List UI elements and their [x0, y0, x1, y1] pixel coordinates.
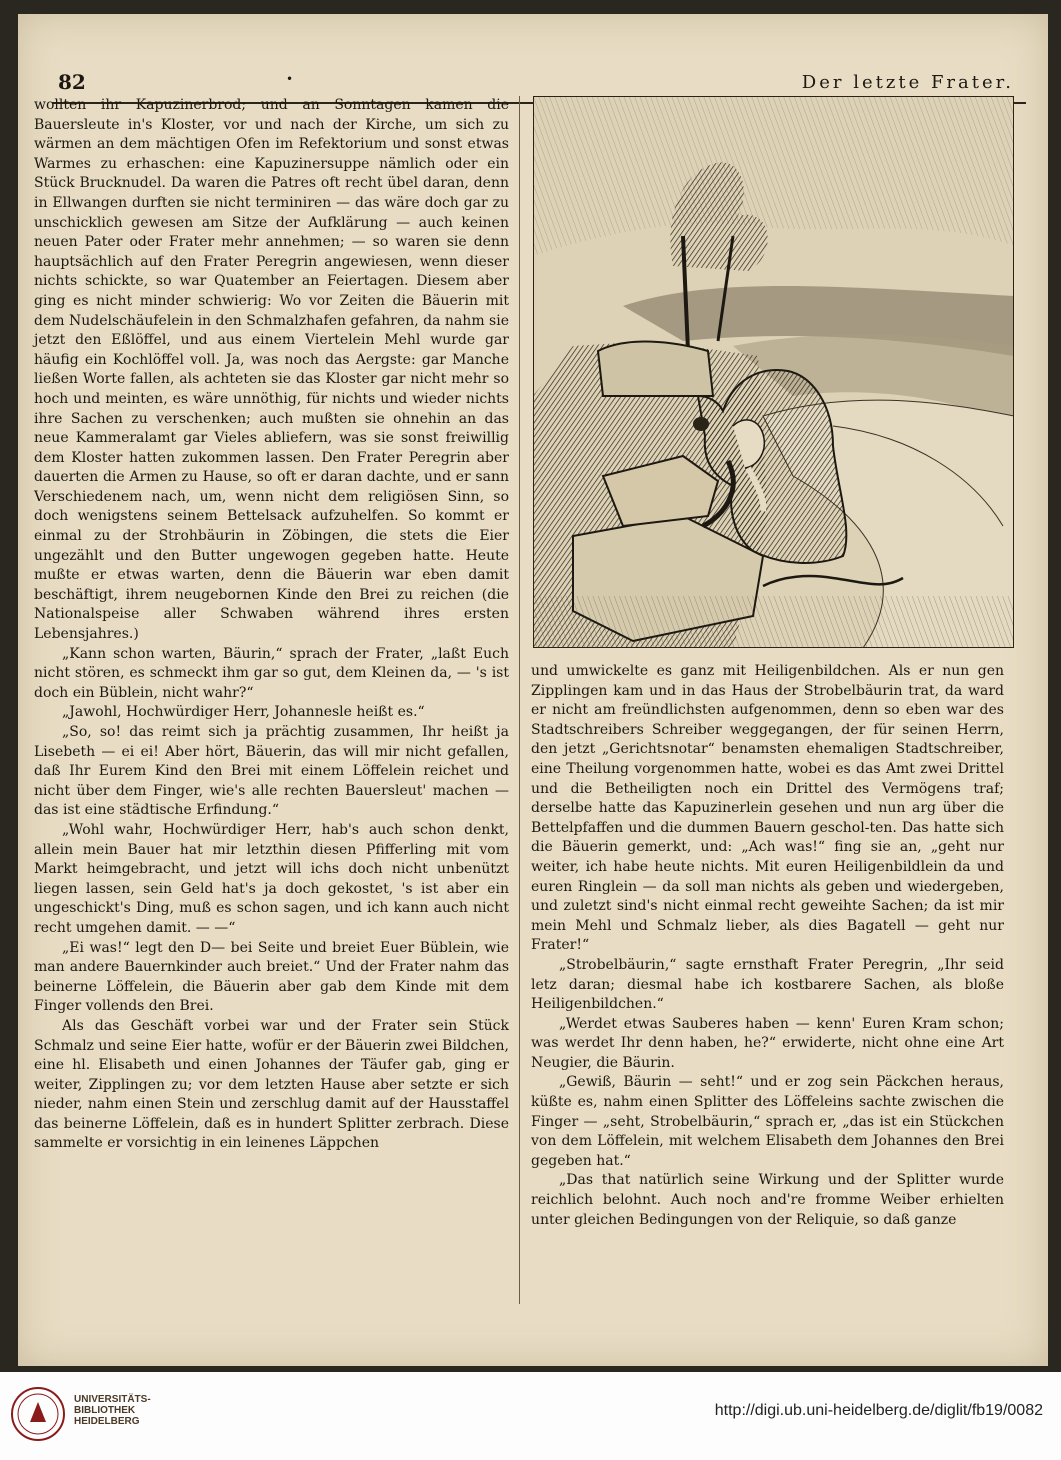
library-line: UNIVERSITÄTS- [74, 1394, 151, 1405]
paragraph: und umwickelte es ganz mit Heiligenbildchen. Als er nun gen Zipplingen kam und in das Haus der Strobelbäurin trat, da ward er nicht am freündlichsten aufgenommen, denn so eben war des Stadtschreibers Schreiber weggegangen, der für seinen Herrn, den jetzt „Gerichtsnotar“ benamsten ehemaligen Stadtschreiber, eine Theilung vorgenommen hatte, wobei es das Amt zwei Drittel und die Betheiligten noch ein Drittel des Vermögens traf; derselbe hatte das Kapuzinerlein gesehen und nun arg über die Bettelpfaffen und die dummen Bauern geschol-ten. Das hatte sich die Bäuerin gemerkt, und: „Ach was!“ fing sie an, „geht nur weiter, ich habe heute nichts. Mit euren Heiligenbildlein da und euren Ringlein — da soll man nichts als geben und wiedergeben, und zuletzt sind's nicht einmal recht geweihte Sachen; da ist mir mein Mehl und Schmalz lieber, als dies Bagatell — geht nur Frater!“ [531, 663, 1004, 954]
library-name [74, 1394, 151, 1427]
paragraph: „Strobelbäurin,“ sagte ernsthaft Frater Peregrin, „Ihr seid letz daran; diesmal habe ich kostbarere Sachen, als bloße Heiligenbildchen.“ [531, 956, 1004, 1013]
left-column [34, 96, 509, 1154]
digitization-footer [0, 1372, 1061, 1460]
paragraph: wollten ihr Kapuzinerbrod; und an Sonntagen kamen die Bauersleute in's Kloster, vor und nach der Kirche, um sich zu wärmen an dem mächtigen Ofen im Refektorium und sonst etwas Warmes zu erhaschen: eine Kapuzinersuppe nämlich oder ein Stück Brucknudel. Da waren die Patres oft recht übel daran, denn in Ellwangen durften sie nicht terminiren — das wäre doch gar zu unschicklich gewesen am Sitze der Aufklärung — auch keinen neuen Pater oder Frater mehr annehmen; — so waren sie denn hauptsächlich auf den Frater Peregrin angewiesen, wenn dieser nichts schickte, so war Quatember an Feiertagen. Diesem aber ging es nicht minder schwierig: Wo vor Zeiten die Bäuerin mit dem Nudelschäufelein in den Schmalzhafen gefahren, da nahm sie jetzt den Eßlöffel, und aus einem Viertelein Mehl wurde gar häufig ein Kochlöffel voll. Ja, was noch das Aergste: gar Manche ließen Worte fallen, als achteten sie das Kloster gar nicht mehr so hoch und meinten, es wäre unnöthig, für nichts und wieder nichts ihre Sachen zu verschenken; auch mußten sie ohnehin an das neue Kammeralamt gar Vieles abliefern, was sie sonst freiwillig dem Kloster hatten zukommen lassen. Den Frater Peregrin aber dauerten die Armen zu Hause, so oft er daran dachte, und er sann Verschiedenem nach, um, wenn nicht dem religiösen Sinn, so doch wenigstens seinem Bettelsack aufzuhelfen. So kommt er einmal zu der Strohbäurin in Zöbingen, die stets die Eier ungezählt und den Butter ungewogen gegeben hatte. Heute mußte er etwas warten, denn die Bäuerin war eben damit beschäftigt, ihrem neugebornen Kinde den Brei zu reichen (die Nationalspeise aller Schwaben während ihres ersten Lebensjahres.) [34, 97, 509, 643]
permalink-url[interactable]: http://digi.ub.uni-heidelberg.de/diglit/fb19/0082 [714, 1402, 1043, 1419]
paragraph: „So, so! das reimt sich ja prächtig zusammen, Ihr heißt ja Lisebeth — ei ei! Aber hört, Bäuerin, das will mir nicht gefallen, daß Ihr Eurem Kind den Brei mit einem Löffelein reichet und nicht über dem Finger, wie's alle rechten Bauersleut' machen — das ist eine städtische Erfindung.“ [34, 724, 509, 819]
header-bullet: • [286, 72, 294, 86]
paragraph: „Gewiß, Bäurin — seht!“ und er zog sein Päckchen heraus, küßte es, nahm einen Splitter des Löffeleins sachte zwischen die Finger — „seht, Strobelbäurin,“ sprach er, „das ist ein Stückchen von dem Löffelein, mit welchem Elisabeth dem Johannes den Brei gegeben hat.“ [531, 1074, 1004, 1169]
running-title: Der letzte Frater. [801, 72, 1014, 93]
library-line: HEIDELBERG [74, 1416, 140, 1427]
library-seal-icon [10, 1386, 66, 1442]
paragraph: „Das that natürlich seine Wirkung und der Splitter wurde reichlich belohnt. Auch noch and're fromme Weiber erhielten unter gleichen Bedingungen von der Reliquie, so daß ganze [531, 1172, 1004, 1228]
friar-by-wall-engraving [533, 96, 1014, 648]
column-divider [519, 96, 520, 1304]
library-line: BIBLIOTHEK [74, 1405, 136, 1416]
paragraph: „Wohl wahr, Hochwürdiger Herr, hab's auch schon denkt, allein mein Bauer hat mir letzthin diesen Pfifferling mit vom Markt heimgebracht, und jetzt will ichs doch nicht unbenützt liegen lassen, sein Geld hat's ja doch gekostet, 's ist aber ein ungeschickt's Ding, muß es schon sagen, und ich kann auch nicht recht umgehen damit. — —“ [34, 821, 509, 936]
paragraph: „Werdet etwas Sauberes haben — kenn' Euren Kram schon; was werdet Ihr denn haben, he?“ erwiderte, nicht ohne eine Art Neugier, die Bäurin. [531, 1015, 1004, 1071]
right-column [531, 662, 1004, 1230]
paragraph: „Jawohl, Hochwürdiger Herr, Johannesle heißt es.“ [62, 704, 425, 721]
page-number: 82 [58, 70, 86, 94]
paragraph: Als das Geschäft vorbei war und der Frater sein Stück Schmalz und seine Eier hatte, wofür er der Bäuerin zwei Bildchen, eine hl. Elisabeth und einen Johannes der Täufer gab, ging er weiter, Zipplingen zu; vor dem letzten Hause aber setzte er sich nieder, nahm einen Stein und zerschlug damit auf der Hausstaffel das beinerne Löffelein, daß es in hundert Splitter zerbrach. Diese sammelte er vorsichtig in ein leinenes Läppchen [34, 1017, 509, 1152]
paragraph: „Kann schon warten, Bäurin,“ sprach der Frater, „laßt Euch nicht stören, es schmeckt ihm gar so gut, dem Kleinen da, — 's ist doch ein Büblein, nicht wahr?“ [34, 645, 509, 701]
woodcut-illustration [533, 96, 1014, 648]
paragraph: „Ei was!“ legt den D— bei Seite und breiet Euer Büblein, wie man andere Bauernkinder auch breiet.“ Und der Frater nahm das beinerne Löffelein, die Bäuerin aber gab dem Kinde mit dem Finger vollends den Brei. [34, 939, 509, 1015]
